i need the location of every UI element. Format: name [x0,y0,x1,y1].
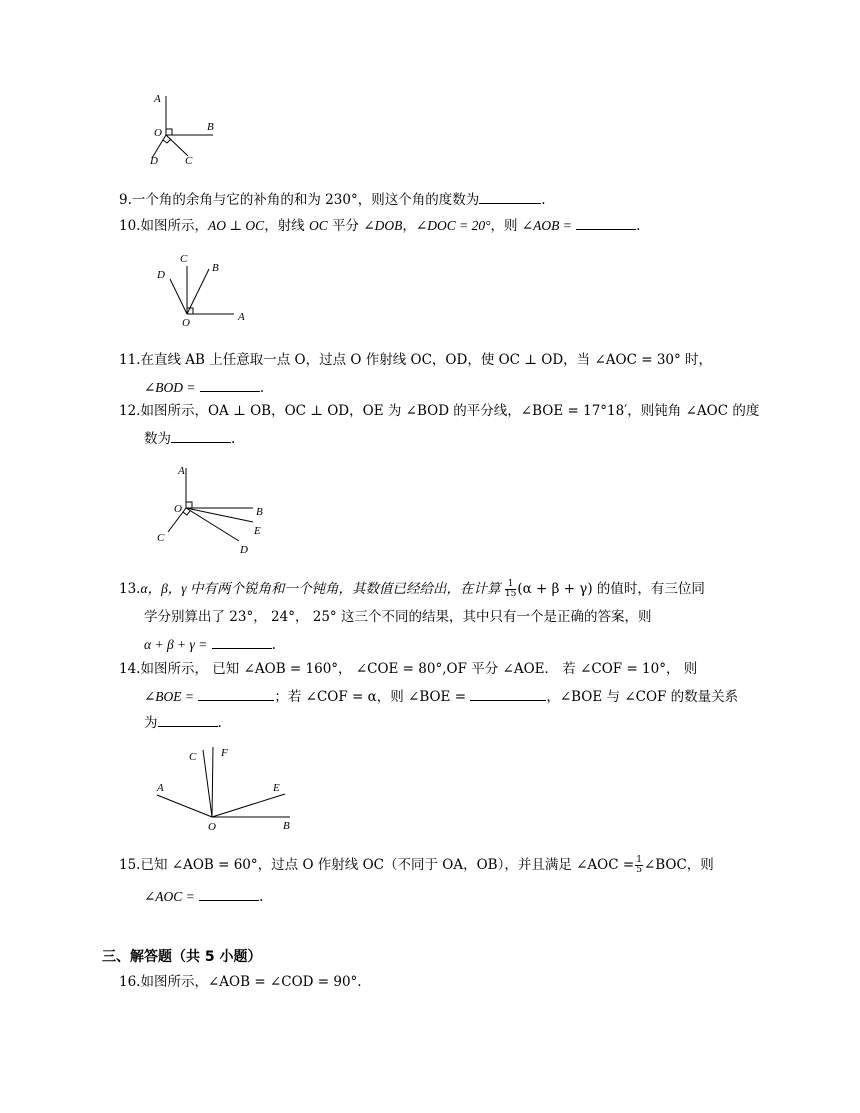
section-heading: 三、解答题（共 5 小题） [102,949,262,965]
text: 为 [144,715,158,731]
label-o: O [182,317,190,329]
question-14-line-1 [119,660,697,678]
answer-blank[interactable] [199,886,259,901]
question-13-line-1 [119,580,705,599]
math: ∠DOC = 20° [415,218,491,233]
answer-blank[interactable] [198,686,274,701]
period: . [259,380,265,396]
question-13-line-3 [144,634,276,654]
question-number: 15. [119,857,141,873]
period: . [259,889,264,905]
figure-q12 [150,460,270,560]
question-text: 学分别算出了 23°， 24°， 25° 这三个不同的结果，其中只有一个是正确的答案，则 [144,609,652,625]
period: . [231,431,236,447]
question-text: α，β，γ 中有两个锐角和一个钝角，其数值已经给出，在计算 [140,581,504,596]
math: ∠AOB = [521,218,572,233]
question-number: 13. [119,581,141,597]
figure-q8 [140,90,230,170]
label-f: F [221,747,228,759]
label-c: C [189,751,197,763]
math: α + β + γ = [144,637,208,652]
question-text: 一个角的余角与它的补角的和为 230°，则这个角的度数为 [131,192,480,208]
label-b: B [256,506,263,518]
question-text: (α + β + γ) 的值时，有三位同 [517,581,705,597]
question-12-line-1 [119,402,759,420]
math: ∠BOE = [144,689,195,704]
fraction-denominator: 15 [504,589,517,599]
question-number: 10. [119,218,141,234]
question-13-line-2 [144,608,651,626]
period: . [636,218,641,234]
question-text: 如图所示， 已知 ∠AOB = 160°， ∠COE = 80°,OF 平分 ∠AOE． 若 ∠COF = 10°， 则 [140,661,698,677]
label-a: A [178,465,185,477]
text: 如图所示， [140,218,208,234]
fraction-numerator: 1 [636,855,642,865]
label-o: O [174,503,182,515]
text: ，则 [490,218,522,234]
answer-blank[interactable] [479,189,541,204]
question-text: 如图所示，OA ⊥ OB，OC ⊥ OD，OE 为 ∠BOD 的平分线，∠BOE = 17°18′，则钝角 ∠AOC 的度 [140,403,760,419]
question-text: ；若 ∠COF = α，则 ∠BOE = [274,689,467,705]
text: ，射线 [264,218,309,234]
question-number: 14. [119,661,141,677]
label-d: D [150,155,158,167]
period: . [541,192,546,208]
label-d: D [240,544,248,556]
label-o: O [208,821,216,833]
label-c: C [185,155,193,167]
question-15-line-1 [119,856,714,875]
label-a: A [238,311,245,323]
question-number: 9. [119,192,132,208]
figure-q10 [150,248,260,330]
question-text: ，∠BOE 与 ∠COF 的数量关系 [546,689,739,705]
fraction [635,856,643,875]
question-number: 12. [119,403,141,419]
math: AO ⊥ OC [207,218,265,233]
question-15-line-2 [144,886,263,906]
question-number: 11. [119,352,141,368]
label-e: E [254,525,261,537]
label-b: B [212,262,219,274]
answer-blank[interactable] [200,377,260,392]
question-number: 16. [119,974,141,990]
label-a: A [154,93,161,105]
question-text: 在直线 AB 上任意取一点 O，过点 O 作射线 OC，OD，使 OC ⊥ OD，当 ∠AOC = 30° 时， [140,352,713,368]
math: OC [308,218,328,233]
question-12-line-2 [144,428,235,448]
label-c: C [180,253,188,265]
fraction [505,580,516,599]
question-text: 已知 ∠AOB = 60°，过点 O 作射线 OC（不同于 OA，OB），并且满足 ∠AOC = [140,857,635,873]
label-c: C [157,532,165,544]
label-o: O [154,127,162,139]
question-text: 如图所示，∠AOB = ∠COD = 90°. [140,974,362,990]
text: 平分 [327,218,364,234]
question-14-line-2 [144,686,738,706]
text: ， [402,218,416,234]
answer-blank[interactable] [212,634,272,649]
text: 数为 [144,431,171,447]
math: ∠DOB [363,218,403,233]
answer-blank[interactable] [576,215,636,230]
fraction-numerator: 1 [505,580,516,590]
answer-blank[interactable] [171,428,231,443]
answer-blank[interactable] [158,712,218,727]
figure-q14 [145,742,305,837]
question-16 [119,973,362,991]
label-b: B [207,121,214,133]
period: . [271,637,276,653]
question-9 [119,189,546,209]
question-10 [119,215,640,235]
label-e: E [273,782,280,794]
fraction-denominator: 5 [636,865,642,875]
question-text: ∠BOC，则 [643,857,714,873]
period: . [217,715,222,731]
answer-blank[interactable] [470,686,546,701]
math: ∠BOD = [144,380,196,395]
question-14-line-3 [144,712,222,732]
label-b: B [283,820,290,832]
math: ∠AOC = [144,889,195,904]
label-a: A [157,782,164,794]
question-11-line-2 [144,377,264,397]
label-d: D [157,269,165,281]
question-11-line-1 [119,351,712,369]
